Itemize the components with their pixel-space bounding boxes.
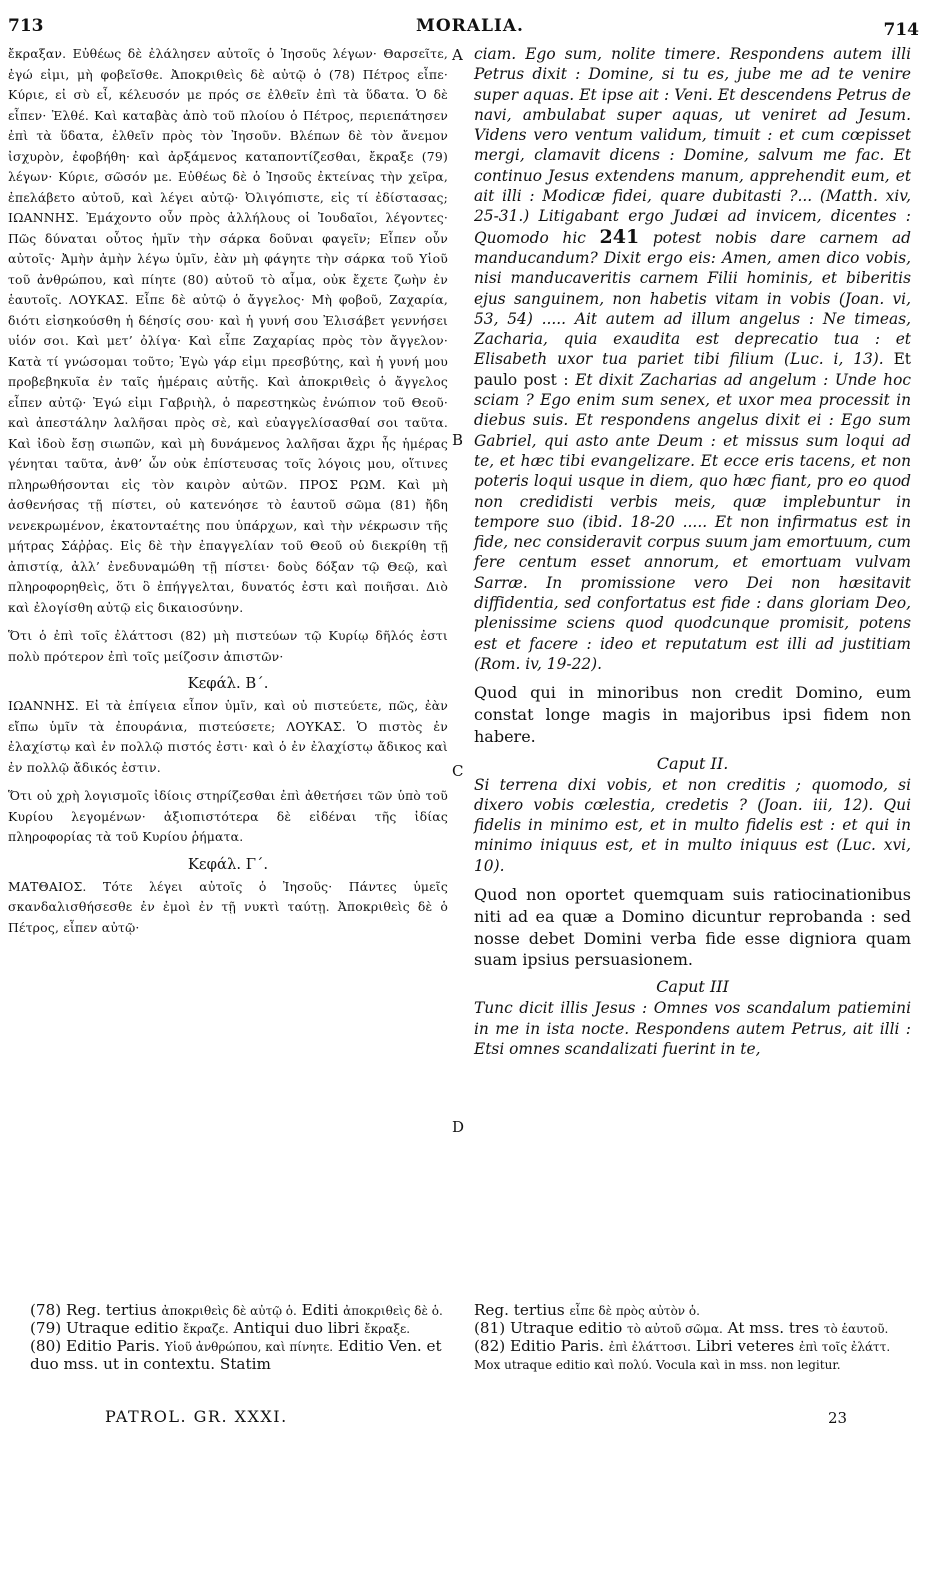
footnotes-right (474, 1302, 911, 1374)
latin-paragraph: Tunc dicit illis Jesus : Omnes vos scandalum patiemini in me in ista nocte. Respondens autem Petrus, ait illi : Etsi omnes scandalizati fuerint in te, (474, 999, 911, 1058)
margin-letter-a: A (452, 46, 463, 64)
footnote: (80) Editio Paris. Υἱοῦ ἀνθρώπου, καὶ πίνητε. Editio Ven. et duo mss. ut in contextu. Statim (30, 1337, 442, 1373)
footnote: (79) Utraque editio ἔκραζε. Antiqui duo libri ἔκραξε. (30, 1319, 411, 1337)
greek-paragraph: ἔκραξαν. Εὐθέως δὲ ἐλάλησεν αὐτοῖς ὁ Ἰησοῦς λέγων· Θαρσεῖτε, ἐγώ εἰμι, μὴ φοβεῖσθε. Ἀποκριθεὶς δὲ αὐτῷ ὁ (78) Πέτρος εἶπε· Κύριε, εἰ σὺ εἶ, κέλευσόν με πρός σε ἐλθεῖν ἐπὶ τὰ ὕδατα. Ὁ δὲ εἶπεν· Ἐλθέ. Καὶ καταβὰς ἀπὸ τοῦ πλοίου ὁ Πέτρος, περιεπάτησεν ἐπὶ τὰ ὕδατα, ἐλθεῖν πρὸς τὸν Ἰησοῦν. Βλέπων δὲ τὸν ἄνεμον ἰσχυρὸν, ἐφοβήθη· καὶ ἀρξάμενος καταποντίζεσθαι, ἔκραξε (79) λέγων· Κύριε, σῶσόν με. Εὐθέως δὲ ὁ Ἰησοῦς ἐκτείνας τὴν χεῖρα, ἐπελάβετο αὐτοῦ, καὶ λέγει αὐτῷ· Ὀλιγόπιστε, εἰς τί ἐδίστασας; ΙΩΑΝΝΗΣ. Ἐμάχοντο οὖν πρὸς ἀλλήλους οἱ Ἰουδαῖοι, λέγοντες· Πῶς δύναται οὗτος ἡμῖν τὴν σάρκα δοῦναι φαγεῖν; Εἶπεν οὖν αὐτοῖς· Ἀμὴν ἀμὴν λέγω ὑμῖν, ἐὰν μὴ φάγητε τὴν σάρκα τοῦ Υἱοῦ τοῦ ἀνθρώπου, καὶ πίητε (80) αὐτοῦ τὸ αἷμα, οὐκ ἔχετε ζωὴν ἐν ἑαυτοῖς. ΛΟΥΚΑΣ. Εἶπε δὲ αὐτῷ ὁ ἄγγελος· Μὴ φοβοῦ, Ζαχαρία, διότι εἰσηκούσθη ἡ δέησίς σου· καὶ ἡ γυνή σου Ἐλισάβετ γεννήσει υἱόν σοι. Καὶ μετ’ ὀλίγα· Καὶ εἶπε Ζαχαρίας πρὸς τὸν ἄγγελον· Κατὰ τί γνώσομαι τοῦτο; Ἐγὼ γάρ εἰμι πρεσβύτης, καὶ ἡ γυνή μου προβεβηκυῖα ἐν ταῖς ἡμέραις αὐτῆς. Καὶ ἀποκριθεὶς ὁ ἄγγελος εἶπεν αὐτῷ· Ἐγώ εἰμι Γαβριὴλ, ὁ παρεστηκὼς ἐνώπιον τοῦ Θεοῦ· καὶ ἀπεστάλην λαλῆσαι πρὸς σὲ, καὶ εὐαγγελίσασθαί σοι ταῦτα. Καὶ ἰδοὺ ἔσῃ σιωπῶν, καὶ μὴ δυνάμενος λαλῆσαι ἄχρι ἧς ἡμέρας γένηται ταῦτα, ἀνθ’ ὧν οὐκ ἐπίστευσας τοῖς λόγοις μου, οἵτινες πληρωθήσονται εἰς τὸν καιρὸν αὐτῶν. ΠΡΟΣ ΡΩΜ. Καὶ μὴ ἀσθενήσας τῇ πίστει, οὐ κατενόησε τὸ ἑαυτοῦ σῶμα (81) ἤδη νενεκρωμένον, ἑκατονταέτης που ὑπάρχων, καὶ τὴν νέκρωσιν τῆς μήτρας Σάῤῥας. Εἰς δὲ τὴν ἐπαγγελίαν τοῦ Θεοῦ οὐ διεκρίθη τῇ ἀπιστίᾳ, ἀλλ’ ἐνεδυναμώθη τῇ πίστει· δοὺς δόξαν τῷ Θεῷ, καὶ πληροφορηθεὶς, ὅτι ὃ ἐπήγγελται, δυνατός ἐστι καὶ ποιῆσαι. Διὸ καὶ ἐλογίσθη αὐτῷ εἰς δικαιοσύνην. (8, 46, 448, 615)
footnote: (81) Utraque editio τὸ αὐτοῦ σῶμα. At mss. tres τὸ ἑαυτοῦ. (474, 1319, 889, 1337)
footnotes-left (30, 1302, 450, 1373)
footnote: (78) Reg. tertius ἀποκριθεὶς δὲ αὐτῷ ὁ. Editi ἀποκριθεὶς δὲ ὁ. (30, 1301, 443, 1319)
greek-column (8, 44, 448, 938)
greek-chapter-heading: Κεφάλ. Β΄. (187, 675, 269, 692)
footnote: Reg. tertius εἶπε δὲ πρὸς αὐτὸν ὁ. (474, 1301, 700, 1319)
latin-text: potest nobis dare carnem ad manducandum? Dixit ergo eis: Amen, amen dico vobis, nisi manducaveritis carnem Filii hominis, et biberitis ejus sanguinem, non habetis vitam in vobis (Joan. vi, 53, 54) ..... Ait autem ad illum angelus : Ne timeas, Zacharia, quia exaudita est deprecatio tua : et Elisabeth uxor tua pariet tibi filium (Luc. i, 13). (474, 228, 911, 369)
greek-chapter-heading: Κεφάλ. Γ΄. (187, 855, 269, 873)
latin-text: Et dixit Zacharias ad angelum : Unde hoc sciam ? Ego enim sum senex, et uxor mea processit in diebus suis. Et respondens angelus dixit ei : Ego sum Gabriel, qui asto ante Deum : et missus sum loqui ad te, et hæc tibi evangelizare. Et ecce eris tacens, et non poteris loqui usque in diem, quo hæc fiant, pro eo quod non credidisti verbis meis, quæ implebuntur in tempore suo (ibid. 18-20 ..... Et non infirmatus est in fide, nec consideravit corpus suum jam emortuum, cum fere centum esset annorum, et emortuam vulvam Sarræ. In promissione vero Dei non hæsitavit diffidentia, sed confortatus est fide : dans gloriam Deo, plenissime sciens quod quodcunque promisit, potens est et facere : ideo et reputatum est illi ad justitiam (Rom. iv, 19-22). (474, 370, 911, 673)
greek-paragraph: ΙΩΑΝΝΗΣ. Εἰ τὰ ἐπίγεια εἶπον ὑμῖν, καὶ οὐ πιστεύετε, πῶς, ἐὰν εἴπω ὑμῖν τὰ ἐπουράνια, πιστεύσετε; ΛΟΥΚΑΣ. Ὁ πιστὸς ἐν ἐλαχίστῳ καὶ ἐν πολλῷ πιστός ἐστι· καὶ ὁ ἐν ἐλαχίστῳ ἄδικος καὶ ἐν πολλῷ ἄδικός ἐστιν. (8, 698, 448, 775)
page-number-left: 713 (8, 16, 44, 36)
greek-heading-text: Ὅτι ὁ ἐπὶ τοῖς ἐλάττοσι (82) μὴ πιστεύων τῷ Κυρίῳ δῆλός ἐστι πολὺ πρότερον ἐπὶ τοῖς μείζοσιν ἀπιστῶν· (8, 628, 448, 664)
footnote: (82) Editio Paris. ἐπὶ ἐλάττοσι. Libri veteres ἐπὶ τοῖς ἐλάττ. Mox utraque editio καὶ πολύ. Vocula καὶ in mss. non legitur. (474, 1337, 891, 1372)
latin-chapter-heading: Caput III (656, 977, 729, 997)
printer-signature: PATROL. GR. XXXI. (105, 1407, 288, 1426)
page-number-right: 714 (883, 20, 919, 40)
running-title: MORALIA. (416, 16, 524, 36)
sheet-number: 23 (828, 1409, 848, 1427)
latin-column (474, 44, 911, 1059)
greek-paragraph: ΜΑΤΘΑΙΟΣ. Τότε λέγει αὐτοῖς ὁ Ἰησοῦς· Πάντες ὑμεῖς σκανδαλισθήσεσθε ἐν ἐμοὶ ἐν τῇ νυκτὶ ταύτῃ. Ἀποκριθεὶς δὲ ὁ Πέτρος, εἶπεν αὐτῷ· (8, 878, 448, 935)
latin-chapter-heading: Caput II. (656, 753, 729, 773)
latin-text: ciam. Ego sum, nolite timere. Respondens autem illi Petrus dixit : Domine, si tu es, jube me ad te venire super aquas. Et ipse ait : Veni. Et descendens Petrus de navi, ambulabat super aquas, ut veniret ad Jesum. Videns vero ventum validum, timuit : et cum cœpisset mergi, clamavit dicens : Domine, salvum me fac. Et continuo Jesus extendens manum, apprehendit eum, et ait illi : Modicæ fidei, quare dubitasti ?... (Matth. xiv, 25-31.) Litigabant ergo Judæi ad invicem, dicentes : Quomodo hic (474, 45, 911, 247)
roman-text: Et paulo post : (474, 350, 911, 389)
greek-heading-text: Ὅτι οὐ χρὴ λογισμοῖς ἰδίοις στηρίζεσθαι ἐπὶ ἀθετήσει τῶν ὑπὸ τοῦ Κυρίου λεγομένων· ἀξιοπιστότερα δὲ εἰδέναι τῆς ἰδίας πληροφορίας τὰ τοῦ Κυρίου ῥήματα. (8, 788, 448, 844)
page-header (0, 12, 941, 42)
latin-paragraph (474, 44, 911, 674)
latin-heading-text: Quod qui in minoribus non credit Domino, eum constat longe magis in majoribus ipsi fidem non habere. (474, 683, 911, 746)
latin-paragraph: Si terrena dixi vobis, et non creditis ; quomodo, si dixero vobis cœlestia, credetis ? (Joan. iii, 12). Qui fidelis in minimo est, et in multo fidelis est : et qui in minimo iniquus est, et in multo iniquus est (Luc. xvi, 10). (474, 775, 911, 875)
margin-letter-d: D (452, 1118, 465, 1136)
margin-letter-c: C (452, 762, 464, 780)
column-number: 241 (599, 225, 640, 248)
margin-letter-b: B (452, 431, 464, 449)
latin-heading-text: Quod non oportet quemquam suis ratiocinationibus niti ad ea quæ a Domino dicuntur reprobanda : sed nosse debet Domini verba fide esse digniora quam suam ipsius persuasionem. (474, 885, 911, 970)
